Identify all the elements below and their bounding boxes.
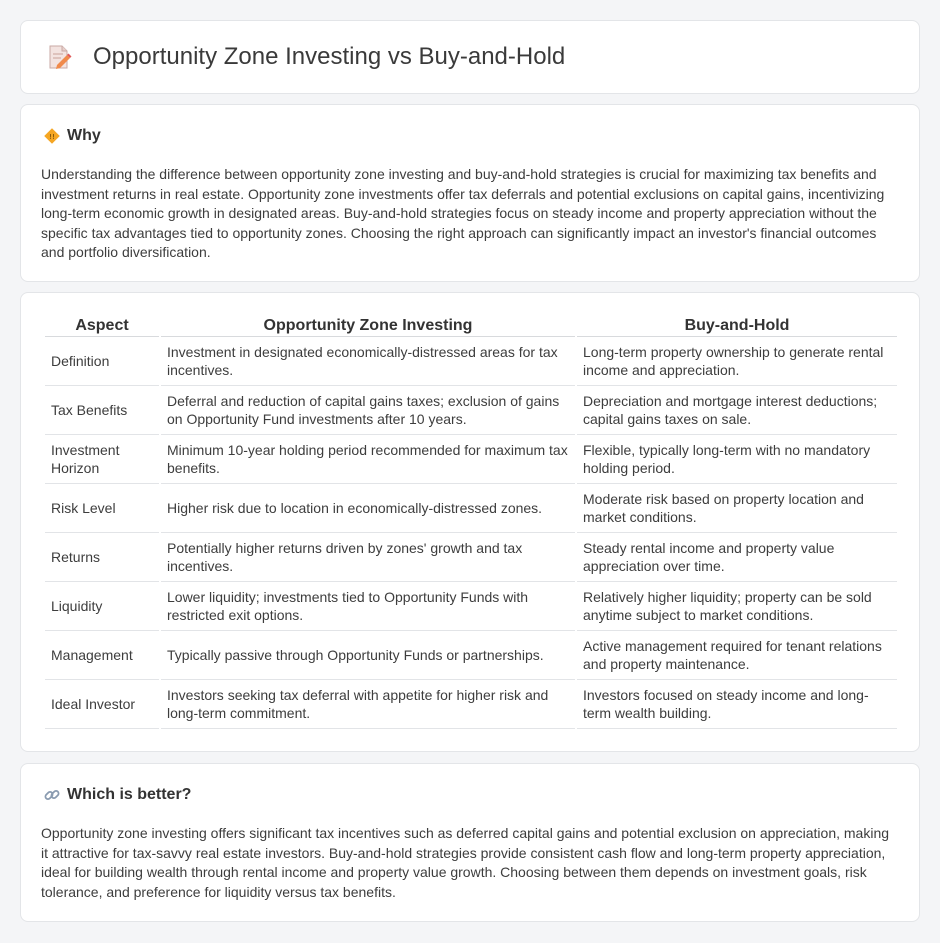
why-paragraph: Understanding the difference between opportunity zone investing and buy-and-hold strategies is crucial for maximizing tax benefits and investment returns in real estate. Opportunity zone investments offer tax deferrals and potential exclusions on capital gains, incentivizing long-term economic growth in designated areas. Buy-and-hold strategies focus on steady income and property appreciation without the specific tax advantages tied to opportunity zones. Choosing the right approach can significantly impact an investor's financial outcomes and portfolio diversification. xyxy=(41,166,885,260)
header-aspect: Aspect xyxy=(45,315,159,337)
header-buy-and-hold: Buy-and-Hold xyxy=(577,315,897,337)
opportunity-zone-cell: Deferral and reduction of capital gains taxes; exclusion of gains on Opportunity Fund investments after 10 years. xyxy=(161,386,575,435)
table-row xyxy=(45,435,897,484)
buy-and-hold-cell: Moderate risk based on property location and market conditions. xyxy=(577,484,897,533)
aspect-cell: Tax Benefits xyxy=(45,386,159,435)
svg-text:!!: !! xyxy=(49,133,55,141)
opportunity-zone-cell: Potentially higher returns driven by zones' growth and tax incentives. xyxy=(161,533,575,582)
header-opportunity-zone: Opportunity Zone Investing xyxy=(161,315,575,337)
table-row xyxy=(45,631,897,680)
table-row xyxy=(45,582,897,631)
which-is-better-card xyxy=(20,763,920,922)
why-heading: Why xyxy=(67,127,101,144)
buy-and-hold-cell: Relatively higher liquidity; property can be sold anytime subject to market conditions. xyxy=(577,582,897,631)
document-pencil-icon xyxy=(45,43,73,71)
buy-and-hold-cell: Investors focused on steady income and long-term wealth building. xyxy=(577,680,897,729)
buy-and-hold-cell: Depreciation and mortgage interest deductions; capital gains taxes on sale. xyxy=(577,386,897,435)
header-card xyxy=(20,20,920,94)
buy-and-hold-cell: Long-term property ownership to generate rental income and appreciation. xyxy=(577,337,897,386)
table-row xyxy=(45,533,897,582)
comparison-table-card xyxy=(20,292,920,752)
aspect-cell: Definition xyxy=(45,337,159,386)
opportunity-zone-cell: Higher risk due to location in economically-distressed zones. xyxy=(161,484,575,533)
buy-and-hold-cell: Steady rental income and property value appreciation over time. xyxy=(577,533,897,582)
better-header xyxy=(43,786,191,804)
buy-and-hold-cell: Flexible, typically long-term with no mandatory holding period. xyxy=(577,435,897,484)
table-row xyxy=(45,337,897,386)
aspect-cell: Ideal Investor xyxy=(45,680,159,729)
why-card xyxy=(20,104,920,282)
comparison-table xyxy=(43,315,899,729)
opportunity-zone-cell: Lower liquidity; investments tied to Opportunity Funds with restricted exit options. xyxy=(161,582,575,631)
warning-diamond-icon xyxy=(43,127,61,145)
better-heading: Which is better? xyxy=(67,786,192,803)
aspect-cell: Investment Horizon xyxy=(45,435,159,484)
buy-and-hold-cell: Active management required for tenant relations and property maintenance. xyxy=(577,631,897,680)
opportunity-zone-cell: Typically passive through Opportunity Funds or partnerships. xyxy=(161,631,575,680)
opportunity-zone-cell: Investors seeking tax deferral with appetite for higher risk and long-term commitment. xyxy=(161,680,575,729)
page-title: Opportunity Zone Investing vs Buy-and-Hold xyxy=(93,43,566,70)
aspect-cell: Risk Level xyxy=(45,484,159,533)
table-row xyxy=(45,386,897,435)
why-header xyxy=(43,127,101,145)
aspect-cell: Liquidity xyxy=(45,582,159,631)
table-header-row xyxy=(45,315,897,337)
aspect-cell: Management xyxy=(45,631,159,680)
aspect-cell: Returns xyxy=(45,533,159,582)
opportunity-zone-cell: Minimum 10-year holding period recommended for maximum tax benefits. xyxy=(161,435,575,484)
table-row xyxy=(45,680,897,729)
opportunity-zone-cell: Investment in designated economically-distressed areas for tax incentives. xyxy=(161,337,575,386)
better-paragraph: Opportunity zone investing offers significant tax incentives such as deferred capital gains and potential exclusion on appreciation, making it attractive for tax-savvy real estate investors. Buy-and-hold strategies provide consistent cash flow and long-term property appreciation, ideal for building wealth through rental income and property value growth. Choosing between them depends on investment goals, risk tolerance, and preference for liquidity versus tax benefits. xyxy=(41,825,890,900)
table-row xyxy=(45,484,897,533)
link-icon xyxy=(43,786,61,804)
